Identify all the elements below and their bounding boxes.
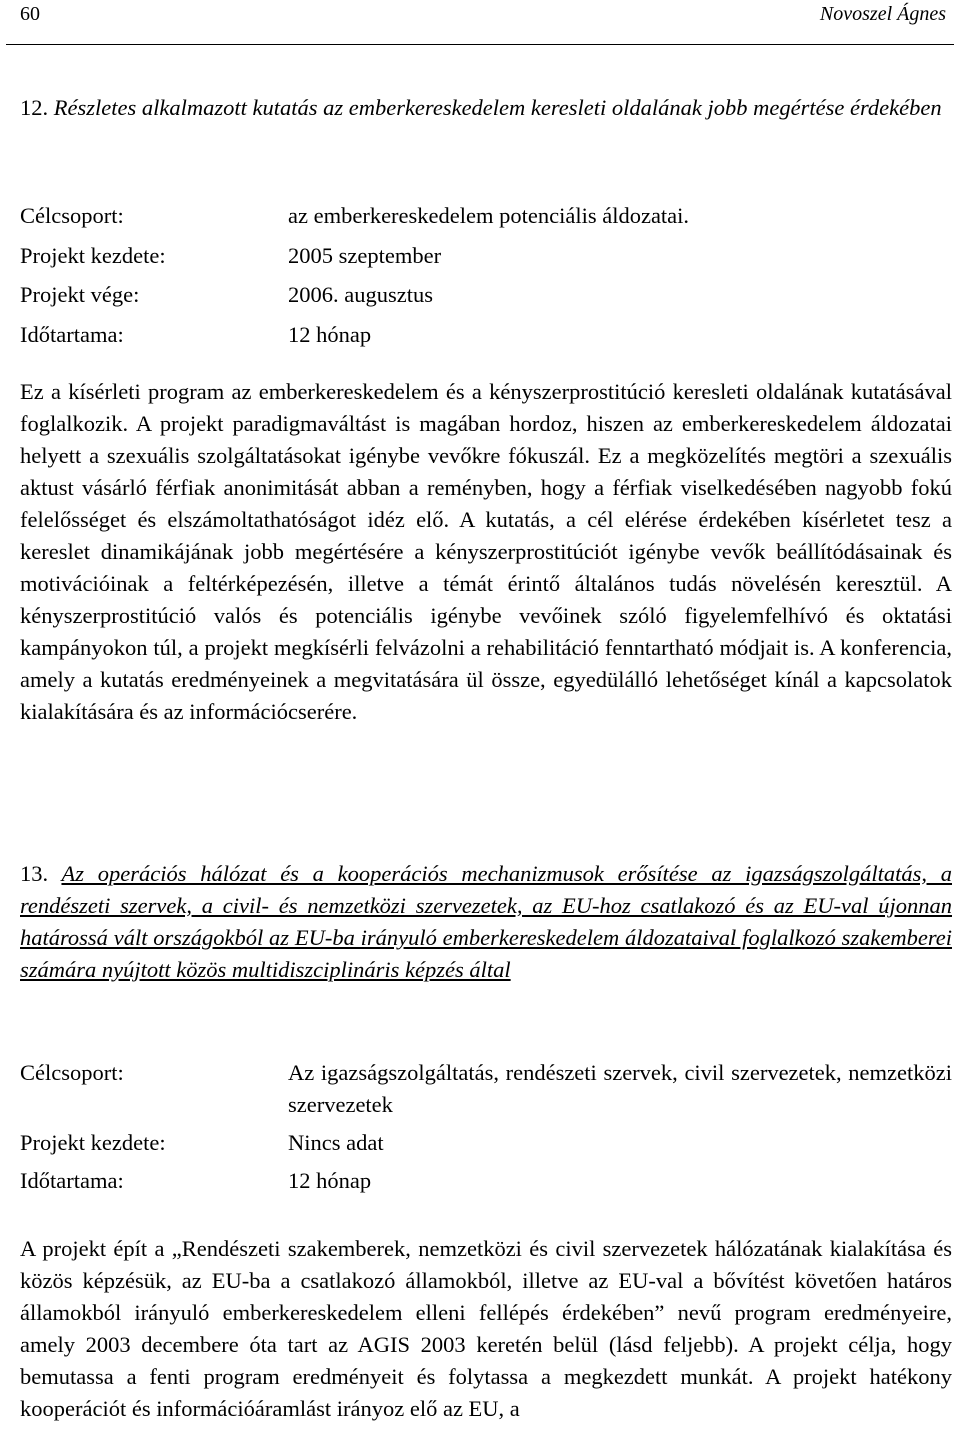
meta-label: Időtartama:: [20, 321, 124, 347]
section-13-title: Az operációs hálózat és a kooperációs mechanizmusok erősítése az igazságszolgáltatás, a rendészeti szervek, a civil- és nemzetközi szervezetek, az EU-hoz csatlakozó és az EU-val újonnan határossá vált országokból az EU-ba irányuló emberkereskedelem áldozataival foglalkozó szakemberei számára nyújtott közös multidiszciplináris képzés által: [20, 861, 952, 982]
section-13-paragraph: A projekt épít a „Rendészeti szakemberek, nemzetközi és civil szervezetek hálózatának kialakítása és közös képzésük, az EU-ba a csatlakozó államokból, illetve az EU-val a bővítést követően határos államokból irányuló emberkereskedelem elleni fellépés érdekében” nevű program eredményeire, amely 2003 decembere óta tart az AGIS 2003 keretén belül (lásd feljebb). A projekt célja, hogy bemutassa a fenti program eredményeit és folytassa a megkezdett munkát. A projekt hatékony kooperációt és információáramlást irányoz elő az EU, a: [20, 1236, 952, 1421]
page-number: 60: [20, 3, 40, 25]
meta-value: az emberkereskedelem potenciális áldozatai.: [288, 203, 690, 228]
meta-label: Célcsoport:: [20, 203, 124, 228]
section-12-paragraph: Ez a kísérleti program az emberkereskedelem és a kényszerprostitúció keresleti oldalának kutatásával foglalkozik. A projekt paradigmaváltást is magában hordoz, hiszen az emberkereskedelem áldozatai helyett a szexuális szolgáltatásokat igénybe vevőkre fókuszál. Ez a megközelítés megtöri a szexuális aktust vásárló férfiak anonimitását abban a reményben, hogy a férfiak viselkedésében nagyobb fokú felelősséget és elszámoltathatóságot idéz elő. A kutatás, a cél elérése érdekében kísérletet tesz a kereslet dinamikájának jobb megértésére a kényszerprostitúciót igénybe vevők beállítódásainak és motivációinak a feltérképezésén, illetve a témát érintő általános tudás növelésén keresztül. A kényszerprostitúció valós és potenciális igénybe vevőinek szóló figyelemfelhívó és oktatási kampányokon túl, a projekt megkísérli felvázolni a rehabilitáció fenntartható módjait is. A konferencia, amely a kutatás eredményeinek a megvitatására ül össze, egyedülálló lehetőséget kínál a kapcsolatok kialakítására és az információcserére.: [20, 379, 952, 724]
header-rule: [6, 44, 954, 45]
section-12-heading: [20, 92, 952, 124]
running-author: Novoszel Ágnes: [819, 3, 946, 25]
meta-row: [20, 1127, 952, 1159]
section-13-meta: [20, 1057, 952, 1203]
meta-value: 12 hónap: [288, 321, 372, 347]
section-13-number: 13.: [20, 861, 49, 886]
meta-label: Célcsoport:: [20, 1060, 124, 1085]
meta-label: Projekt kezdete:: [20, 1130, 166, 1155]
meta-value: 2005 szeptember: [288, 242, 442, 268]
section-12-number: 12.: [20, 95, 49, 120]
meta-value: 2006. augusztus: [288, 282, 433, 307]
meta-row: [20, 236, 952, 276]
section-12-title: Részletes alkalmazott kutatás az emberkereskedelem keresleti oldalának jobb megértése érdekében: [53, 95, 942, 120]
meta-row: [20, 1165, 952, 1197]
meta-value: Nincs adat: [288, 1130, 384, 1155]
meta-label: Projekt kezdete:: [20, 242, 166, 268]
page-header: [0, 0, 960, 46]
section-13-heading: [20, 858, 952, 986]
meta-row: [20, 315, 952, 355]
meta-row: [20, 196, 952, 236]
meta-row: [20, 1057, 952, 1121]
section-12-meta: [20, 196, 952, 354]
meta-row: [20, 275, 952, 315]
meta-value: 12 hónap: [288, 1168, 372, 1193]
meta-label: Időtartama:: [20, 1168, 124, 1193]
meta-value: Az igazságszolgáltatás, rendészeti szervek, civil szervezetek, nemzetközi szervezetek: [288, 1060, 952, 1117]
meta-label: Projekt vége:: [20, 282, 140, 307]
